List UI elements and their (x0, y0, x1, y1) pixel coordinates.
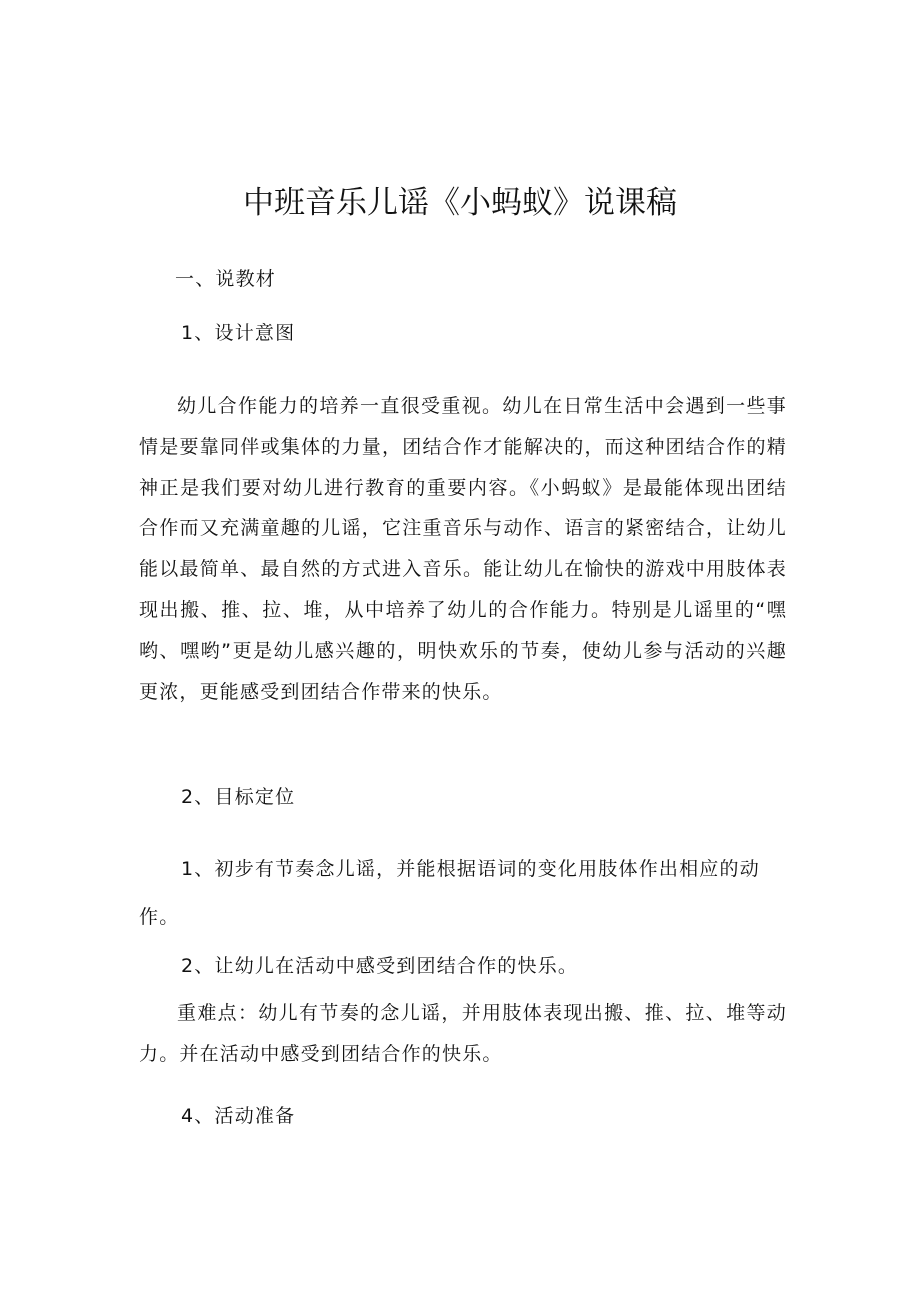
goal-item-2: 2、让幼儿在活动中感受到团结合作的快乐。 (181, 955, 579, 977)
goal-item-1-line-2: 作。 (139, 906, 180, 928)
section-heading-teaching-material: 一、说教材 (175, 268, 277, 290)
subheading-design-intent: 1、设计意图 (181, 322, 296, 344)
goal-item-1-line-1: 1、初步有节奏念儿谣，并能根据语词的变化用肢体作出相应的动 (181, 858, 760, 880)
design-intent-paragraph: 幼儿合作能力的培养一直很受重视。幼儿在日常生活中会遇到一些事情是要靠同伴或集体的力量，团结合作才能解决的，而这种团结合作的精神正是我们要对幼儿进行教育的重要内容。《小蚂蚁》是最能体现出团结合作而又充满童趣的儿谣，它注重音乐与动作、语言的紧密结合，让幼儿能以最简单、最自然的方式进入音乐。能让幼儿在愉快的游戏中用肢体表现出搬、推、拉、堆，从中培养了幼儿的合作能力。特别是儿谣里的“嘿哟、嘿哟”更是幼儿感兴趣的，明快欢乐的节奏，使幼儿参与活动的兴趣更浓，更能感受到团结合作带来的快乐。 (139, 395, 787, 703)
subheading-activity-preparation: 4、活动准备 (181, 1105, 296, 1127)
key-points-paragraph: 重难点：幼儿有节奏的念儿谣，并用肢体表现出搬、推、拉、堆等动力。并在活动中感受到团结合作的快乐。 (139, 1002, 787, 1065)
document-title: 中班音乐儿谣《小蚂蚁》说课稿 (243, 184, 677, 221)
subheading-goal-positioning: 2、目标定位 (181, 786, 296, 808)
